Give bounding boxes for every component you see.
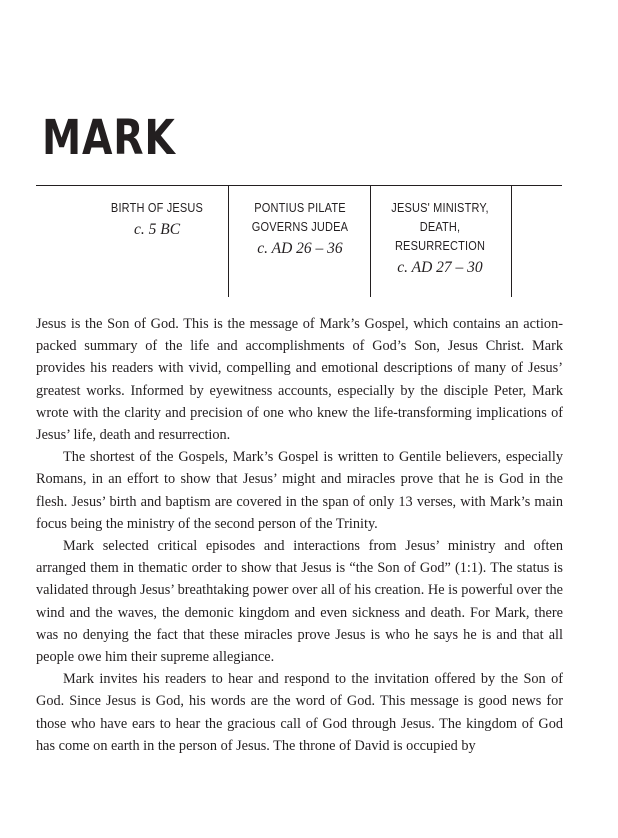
timeline-date: c. 5 BC [133,221,181,238]
timeline-top-rule [36,185,562,186]
book-title: MARK [42,110,176,166]
timeline-item-pilate [238,199,362,259]
paragraph: Jesus is the Son of God. This is the message of Mark’s Gospel, which contains an action-packed summary of the life and accomplishments of God’s Son, Jesus Christ. Mark provides his readers with vivid, compelling and emotional descriptions of many of Jesus’ greatest works. Informed by eyewitness accounts, especially by the disciple Peter, Mark wrote with the clarity and precision of one who knew the life-transforming implications of Jesus’ life, death and resurrection. [36,316,563,444]
paragraph: Mark selected critical episodes and interactions from Jesus’ ministry and often arranged them in thematic order to show that Jesus is “the Son of God” (1:1). The status is validated through Jesus’ breathtaking power over all of his creation. He is powerful over the wind and the waves, the demonic kingdom and even sickness and death. For Mark, there was no denying the fact that these miracles prove Jesus is who he says he is and that all people owe him their supreme allegiance. [36,538,563,666]
paragraph: The shortest of the Gospels, Mark’s Gospel is written to Gentile believers, especially Romans, in an effort to show that Jesus’ might and miracles prove that he is God in the flesh. Jesus’ birth and baptism are covered in the span of only 13 verses, with Mark’s main focus being the ministry of the second person of the Trinity. [36,449,563,532]
timeline-divider-3 [511,186,512,297]
introduction-text [36,313,563,757]
timeline-event: BIRTH OF JESUS [110,201,204,215]
timeline-item-birth [96,199,218,240]
timeline-item-ministry [378,199,502,278]
paragraph: Mark invites his readers to hear and respond to the invitation offered by the Son of God. Since Jesus is God, his words are the word of God. This message is good news for those who have ears to hear the gracious call of God through Jesus. The kingdom of God has come on earth in the person of Jesus. The throne of David is occupied by [36,671,563,754]
timeline-divider-2 [370,186,371,297]
timeline-date: c. AD 26 – 36 [257,240,343,257]
timeline-event: JESUS' MINISTRY, DEATH, RESURRECTION [391,201,489,253]
timeline-divider-1 [228,186,229,297]
timeline-date: c. AD 27 – 30 [397,259,483,276]
timeline-event: PONTIUS PILATE GOVERNS JUDEA [251,201,349,234]
